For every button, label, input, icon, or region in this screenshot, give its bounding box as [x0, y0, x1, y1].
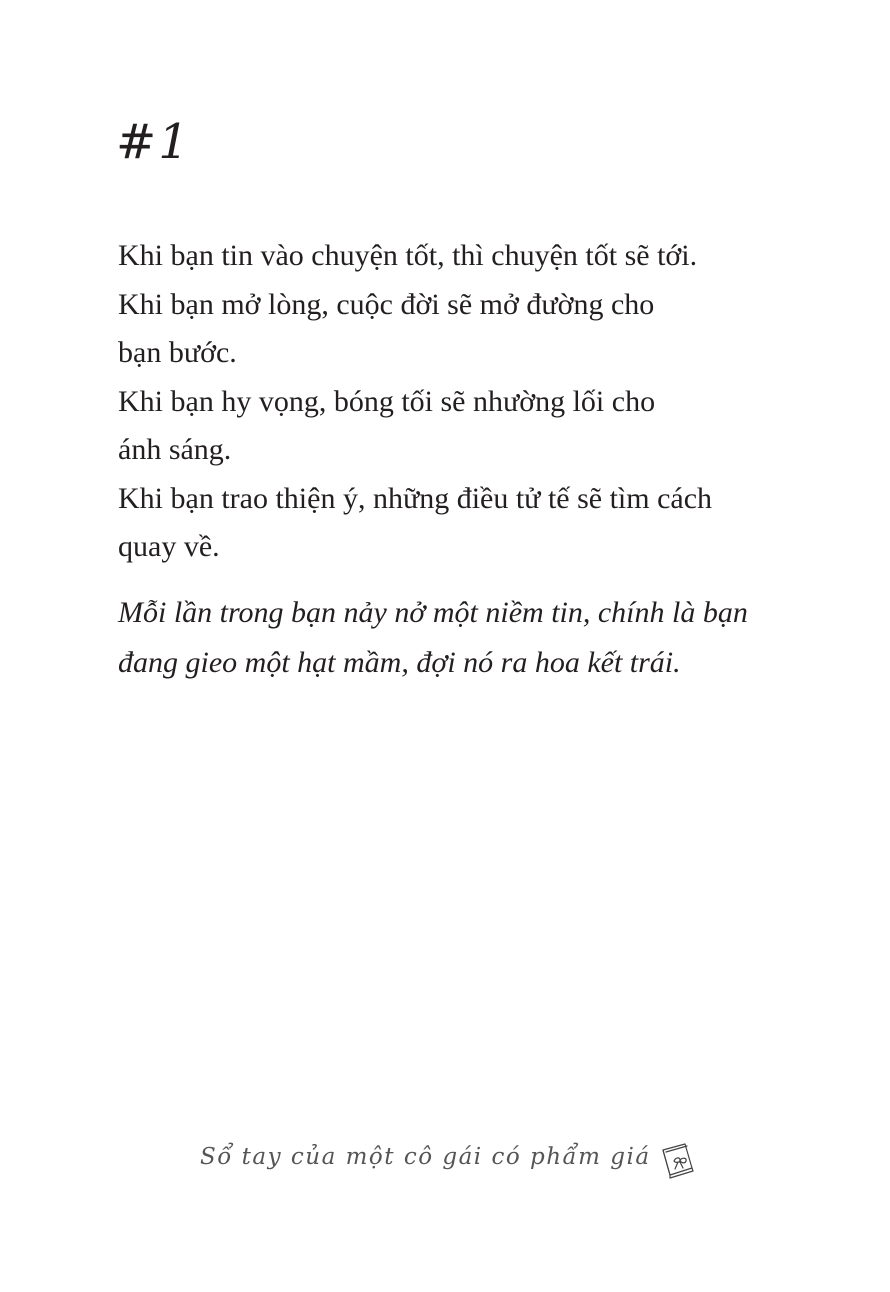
footer-title: Sổ tay của một cô gái có phẩm giá	[200, 1144, 651, 1170]
footer	[200, 1140, 700, 1190]
body-line: bạn bước.	[118, 336, 237, 369]
quote-line: đang gieo một hạt mầm, đợi nó ra hoa kết trái.	[118, 646, 681, 679]
body-line: Khi bạn mở lòng, cuộc đời sẽ mở đường cho	[118, 287, 655, 321]
body-text	[118, 232, 778, 572]
body-line: quay về.	[118, 530, 220, 563]
body-line: ánh sáng.	[118, 433, 232, 466]
quote-text	[118, 588, 778, 688]
page-number: #1	[116, 114, 191, 170]
body-line: Khi bạn tin vào chuyện tốt, thì chuyện tốt sẽ tới.	[118, 239, 698, 272]
body-line: Khi bạn hy vọng, bóng tối sẽ nhường lối cho	[118, 384, 656, 418]
book-icon	[658, 1140, 698, 1180]
body-line: Khi bạn trao thiện ý, những điều tử tế sẽ tìm cách	[118, 481, 713, 515]
quote-line: Mỗi lần trong bạn nảy nở một niềm tin, chính là bạn	[118, 596, 748, 629]
